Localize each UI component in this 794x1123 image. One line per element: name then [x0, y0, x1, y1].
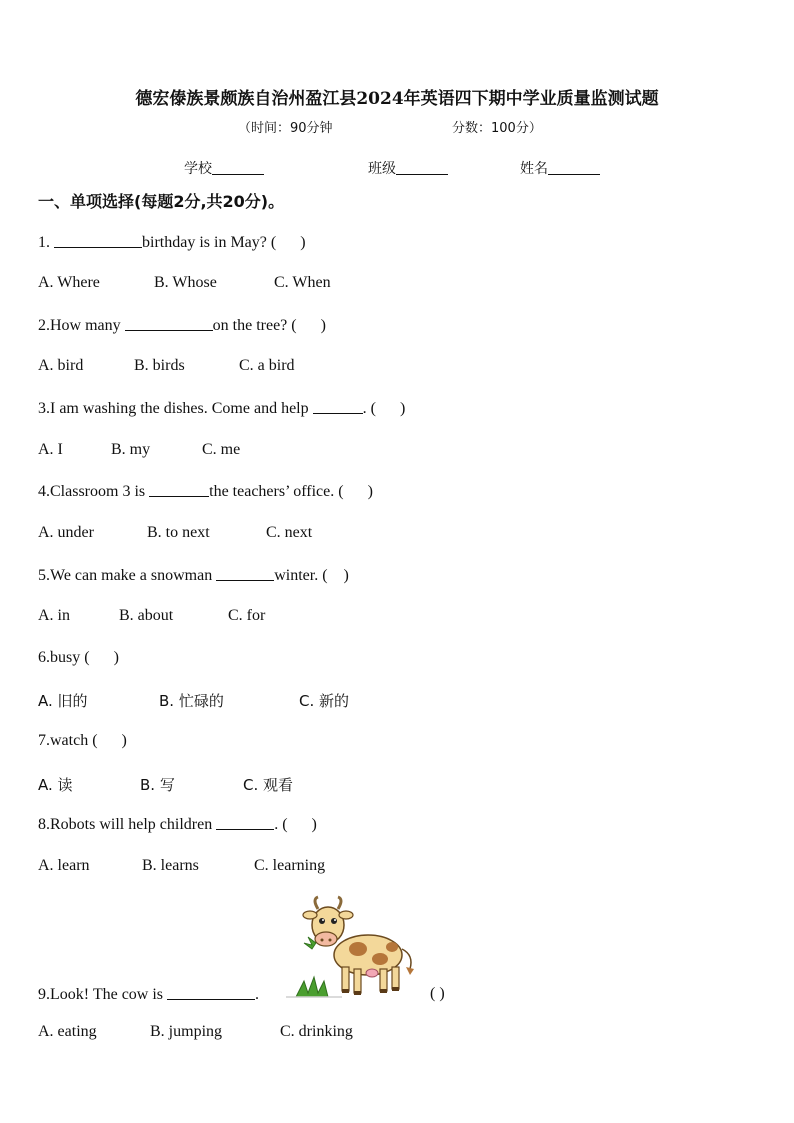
class-label: 班级 [368, 161, 396, 177]
question-9: 9.Look! The cow is . [38, 986, 260, 1003]
option-a[interactable]: A. in [38, 607, 70, 624]
option-a[interactable]: A. bird [38, 357, 84, 374]
school-blank[interactable] [212, 160, 264, 175]
exam-score: 分数：100分） [452, 121, 542, 136]
answer-blank[interactable] [167, 985, 255, 1000]
option-b[interactable]: B. 写 [140, 776, 175, 794]
option-a[interactable]: A. Where [38, 274, 100, 291]
option-c[interactable]: C. 观看 [243, 776, 294, 794]
option-a[interactable]: A. under [38, 524, 94, 541]
option-c[interactable]: C. for [228, 607, 266, 624]
class-blank[interactable] [396, 160, 448, 175]
class-field [368, 158, 448, 178]
option-a[interactable]: A. learn [38, 857, 90, 874]
option-b[interactable]: B. birds [134, 357, 185, 374]
answer-blank[interactable] [54, 233, 142, 248]
school-label: 学校 [184, 161, 212, 177]
name-label: 姓名 [520, 161, 548, 177]
section-heading: 一、单项选择(每题2分,共20分)。 [38, 192, 285, 211]
answer-blank[interactable] [313, 399, 363, 414]
option-c[interactable]: C. learning [254, 857, 326, 874]
option-a[interactable]: A. 旧的 [38, 692, 88, 710]
question-6: 6.busy ( ) [38, 649, 119, 666]
option-a[interactable]: A. eating [38, 1023, 97, 1040]
question-1: 1. birthday is in May? ( ) [38, 234, 306, 251]
question-8: 8.Robots will help children . ( ) [38, 816, 317, 833]
option-c[interactable]: C. 新的 [299, 692, 350, 710]
option-a[interactable]: A. 读 [38, 776, 73, 794]
question-7: 7.watch ( ) [38, 732, 127, 749]
question-5: 5.We can make a snowman winter. ( ) [38, 567, 349, 584]
option-c[interactable]: C. next [266, 524, 313, 541]
question-3: 3.I am washing the dishes. Come and help . ( ) [38, 400, 406, 417]
name-blank[interactable] [548, 160, 600, 175]
answer-blank[interactable] [125, 316, 213, 331]
answer-blank[interactable] [149, 482, 209, 497]
question-4: 4.Classroom 3 is the teachers’ office. ( ) [38, 483, 373, 500]
question-2: 2.How many on the tree? ( ) [38, 317, 326, 334]
option-a[interactable]: A. I [38, 441, 63, 458]
option-b[interactable]: B. Whose [154, 274, 217, 291]
option-b[interactable]: B. my [111, 441, 151, 458]
option-b[interactable]: B. jumping [150, 1023, 223, 1040]
option-c[interactable]: C. drinking [280, 1023, 353, 1040]
school-field [184, 158, 264, 178]
answer-paren-9: ( ) [430, 985, 445, 1002]
cow-eating-grass-image [282, 893, 422, 1003]
option-b[interactable]: B. about [119, 607, 174, 624]
answer-blank[interactable] [216, 566, 274, 581]
option-b[interactable]: B. 忙碌的 [159, 692, 224, 710]
option-c[interactable]: C. When [274, 274, 331, 291]
option-b[interactable]: B. to next [147, 524, 210, 541]
exam-time: （时间：90分钟 [238, 121, 333, 136]
name-field [520, 158, 600, 178]
exam-title: 德宏傣族景颇族自治州盈江县2024年英语四下期中学业质量监测试题 [135, 89, 659, 109]
option-c[interactable]: C. me [202, 441, 241, 458]
option-b[interactable]: B. learns [142, 857, 199, 874]
option-c[interactable]: C. a bird [239, 357, 295, 374]
answer-blank[interactable] [216, 815, 274, 830]
